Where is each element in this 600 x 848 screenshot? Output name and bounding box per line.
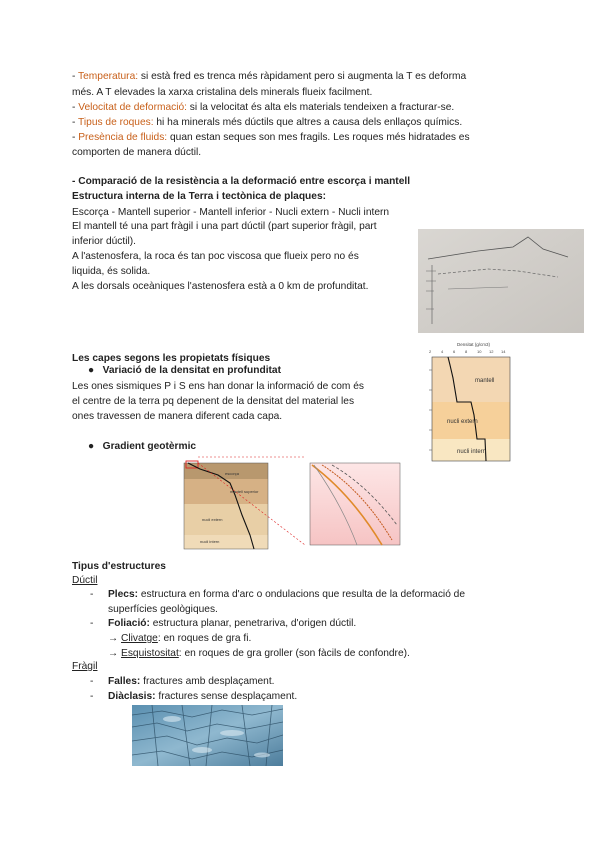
temperature-text-2: més. A T elevades la xarxa cristalina dels minerals flueix facilment.: [72, 87, 373, 98]
plecs-text: estructura en forma d'arc o ondulacions que resulta de la deformació de: [138, 589, 466, 600]
comparison-heading: - Comparació de la resistència a la deformació entre escorça i mantell: [72, 176, 411, 187]
falles-line: [108, 675, 274, 689]
fluids-line: [72, 131, 470, 145]
falles-text: fractures amb desplaçament.: [140, 676, 275, 687]
label-mantell: mantell: [475, 378, 495, 384]
label-nucli-extern: nucli extern: [447, 419, 478, 425]
foliacio-line: [108, 617, 356, 631]
arrow: →: [108, 633, 122, 644]
density-chart-title: Densitat (g/cm3): [457, 342, 491, 347]
mantle-text-1: El mantell té una part fràgil i una part dúctil (part superior fràgil, part: [72, 221, 377, 232]
fractured-rock-photo: [132, 705, 283, 766]
dorsal-text: A les dorsals oceàniques l'astenosfera està a 0 km de profunditat.: [72, 281, 369, 292]
foliacio-text: estructura planar, penetrariva, d'origen dúctil.: [149, 618, 357, 629]
diaclasis-text: fractures sense desplaçament.: [155, 691, 298, 702]
zoom-connector: [180, 455, 320, 555]
physical-layers-heading: Les capes segons les propietats físiques: [72, 353, 271, 364]
clivatge-line: [108, 632, 251, 646]
rock-type-line: [72, 116, 462, 130]
dash: -: [72, 71, 79, 82]
astheno-text-1: A l'astenosfera, la roca és tan poc viscosa que flueix pero no és: [72, 251, 359, 262]
seismic-text-2: el centre de la terra pq depenent de la densitat del material les: [72, 396, 355, 407]
dash: -: [72, 117, 79, 128]
tick-14: 14: [501, 349, 506, 354]
plecs-text-2: superfícies geològiques.: [108, 604, 218, 615]
geothermal-zoom-chart: [302, 455, 402, 547]
fluids-label: Presència de fluids:: [78, 132, 168, 143]
dash: -: [72, 132, 79, 143]
falles-label: Falles:: [108, 676, 141, 687]
density-bullet: ● Variació de la densitat en profunditat: [88, 365, 281, 376]
plecs-label: Plecs:: [108, 589, 139, 600]
geothermal-bullet-text: Gradient geotèrmic: [102, 441, 197, 452]
label-crust: escorça: [225, 471, 240, 476]
esquistositat-text: : en roques de gra groller (son fàcils de confondre).: [178, 648, 410, 659]
fragil-heading: Fràgil: [72, 661, 98, 672]
tick-10: 10: [477, 349, 482, 354]
arrow: →: [108, 648, 122, 659]
ductil-heading: Dúctil: [72, 575, 98, 586]
esquistositat-line: [108, 647, 410, 661]
mantle-text-2: inferior dúctil).: [72, 236, 136, 247]
seismic-text-3: ones travessen de manera diferent cada capa.: [72, 411, 283, 422]
velocity-label: Velocitat de deformació:: [78, 102, 187, 113]
fluids-text: quan estan seques son mes fragils. Les roques més hidratades es: [167, 132, 470, 143]
label-inner-core: nucli intern: [200, 539, 220, 544]
rock-type-label: Tipus de roques:: [78, 117, 154, 128]
dash: -: [90, 676, 94, 687]
temperature-line: [72, 70, 466, 84]
dash: -: [90, 618, 94, 629]
tick-12: 12: [489, 349, 494, 354]
clivatge-label: Clivatge: [121, 633, 158, 644]
layers-list: Escorça - Mantell superior - Mantell inferior - Nucli extern - Nucli intern: [72, 207, 390, 218]
velocity-line: [72, 101, 454, 115]
dash: -: [90, 691, 94, 702]
geothermal-bullet: ● Gradient geotèrmic: [88, 441, 197, 452]
dash: -: [90, 589, 94, 600]
tick-6: 6: [453, 349, 456, 354]
sketch-photo: [418, 229, 584, 333]
label-outer-core: nucli extern: [202, 517, 223, 522]
seismic-text-1: Les ones sismiques P i S ens han donar la informació de com és: [72, 381, 365, 392]
clivatge-text: : en roques de gra fi.: [157, 633, 252, 644]
esquistositat-label: Esquistositat: [121, 648, 179, 659]
temperature-text: si està fred es trenca més ràpidament pero si augmenta la T es deforma: [138, 71, 467, 82]
dash: -: [72, 102, 79, 113]
tick-2: 2: [429, 349, 432, 354]
density-chart: [405, 340, 515, 464]
fluids-text-2: comporten de manera dúctil.: [72, 147, 202, 158]
mantle-band: [432, 357, 510, 402]
diaclasis-line: [108, 690, 297, 704]
label-upper-mantle: mantell superior: [230, 489, 259, 494]
density-bullet-text: Variació de la densitat en profunditat: [102, 365, 281, 376]
foliacio-label: Foliació:: [108, 618, 150, 629]
structures-heading: Tipus d'estructures: [72, 561, 166, 572]
label-nucli-intern: nucli intern: [457, 449, 487, 455]
astheno-text-2: liquida, és solida.: [72, 266, 151, 277]
velocity-text: si la velocitat és alta els materials tendeixen a fracturar-se.: [186, 102, 455, 113]
tick-4: 4: [441, 349, 444, 354]
diaclasis-label: Diàclasis:: [108, 691, 156, 702]
temperature-label: Temperatura:: [78, 71, 139, 82]
rock-type-text: hi ha minerals més dúctils que altres a causa dels enllaços químics.: [153, 117, 463, 128]
tick-8: 8: [465, 349, 468, 354]
structure-heading: Estructura interna de la Terra i tectònica de plaques:: [72, 191, 327, 202]
plecs-line: [108, 588, 465, 602]
